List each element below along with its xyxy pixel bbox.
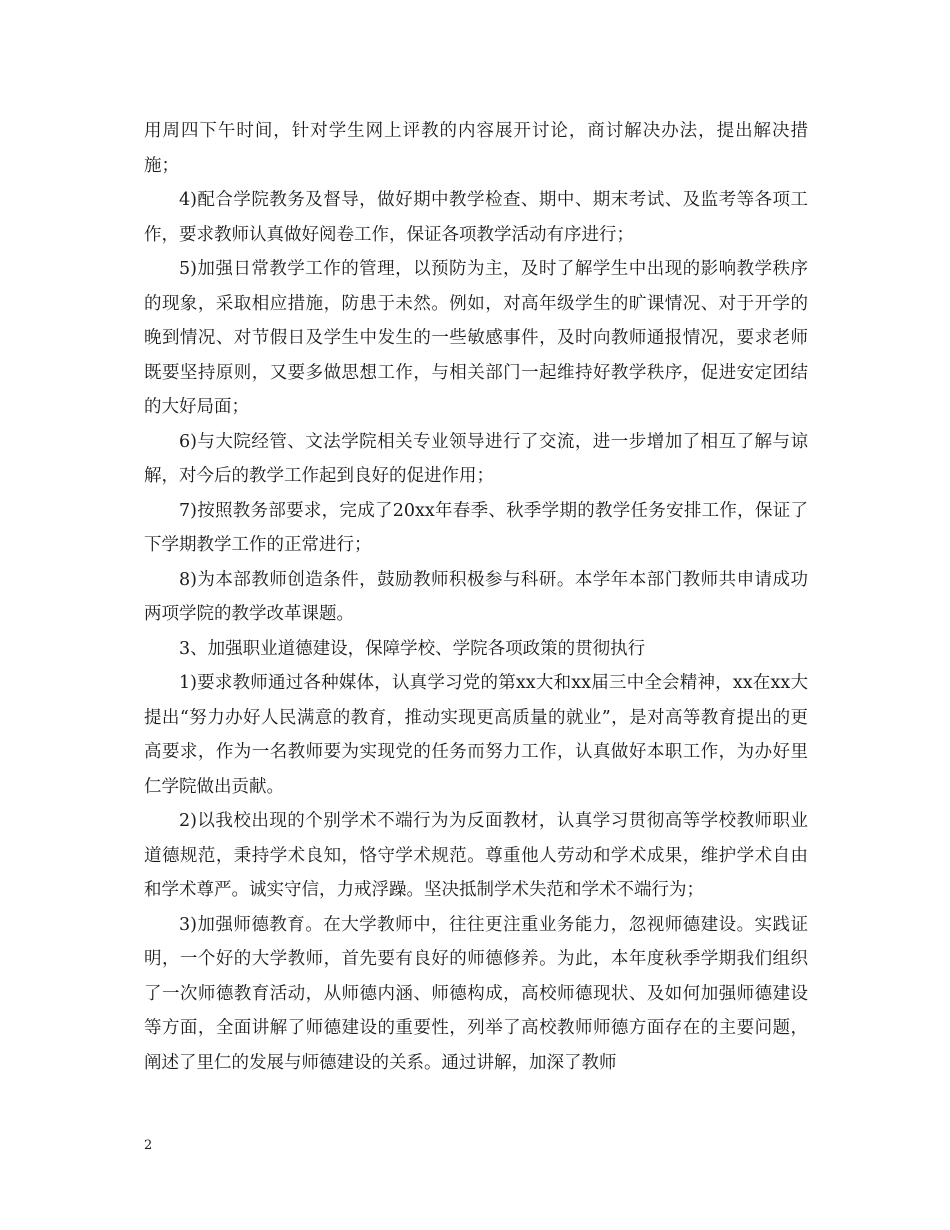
paragraph-item-7: 7)按照教务部要求，完成了20xx年春季、秋季学期的教学任务安排工作，保证了下学期教学工作的正常进行； [144,500,808,555]
paragraph-item-5: 5)加强日常教学工作的管理，以预防为主，及时了解学生中出现的影响教学秩序的现象，采取相应措施，防患于未然。例如，对高年级学生的旷课情况、对于开学的晚到情况、对节假日及学生中发生的一些敏感事件，及时向教师通报情况，要求老师既要坚持原则，又要多做思想工作，与相关部门一起维持好教学秩序，促进安定团结的大好局面； [144,259,808,417]
document-body [144,114,808,1080]
paragraph-sub-2: 2)以我校出现的个别学术不端行为为反面教材，认真学习贯彻高等学校教师职业道德规范，秉持学术良知，恪守学术规范。尊重他人劳动和学术成果，维护学术自由和学术尊严。诚实守信，力戒浮躁。坚决抵制学术失范和学术不端行为； [144,811,808,900]
paragraph-item-4: 4)配合学院教务及督导，做好期中教学检查、期中、期末考试、及监考等各项工作，要求教师认真做好阅卷工作，保证各项教学活动有序进行； [144,190,808,245]
paragraph-continuation: 用周四下午时间，针对学生网上评教的内容展开讨论，商讨解决办法，提出解决措施； [144,121,808,176]
page-number: 2 [144,1138,153,1153]
paragraph-sub-1: 1)要求教师通过各种媒体，认真学习党的第xx大和xx届三中全会精神，xx在xx大提出“努力办好人民满意的教育，推动实现更高质量的就业”，是对高等教育提出的更高要求，作为一名教师要为实现党的任务而努力工作，认真做好本职工作，为办好里仁学院做出贡献。 [144,673,808,797]
paragraph-item-6: 6)与大院经管、文法学院相关专业领导进行了交流，进一步增加了相互了解与谅解，对今后的教学工作起到良好的促进作用； [144,431,808,486]
section-heading-3: 3、加强职业道德建设，保障学校、学院各项政策的贯彻执行 [179,638,646,659]
paragraph-sub-3: 3)加强师德教育。在大学教师中，往往更注重业务能力，忽视师德建设。实践证明，一个好的大学教师，首先要有良好的师德修养。为此，本年度秋季学期我们组织了一次师德教育活动，从师德内涵、师德构成，高校师德现状、及如何加强师德建设等方面，全面讲解了师德建设的重要性，列举了高校教师师德方面存在的主要问题，阐述了里仁的发展与师德建设的关系。通过讲解，加深了教师 [144,914,808,1073]
paragraph-item-8: 8)为本部教师创造条件，鼓励教师积极参与科研。本学年本部门教师共申请成功两项学院的教学改革课题。 [144,569,808,624]
